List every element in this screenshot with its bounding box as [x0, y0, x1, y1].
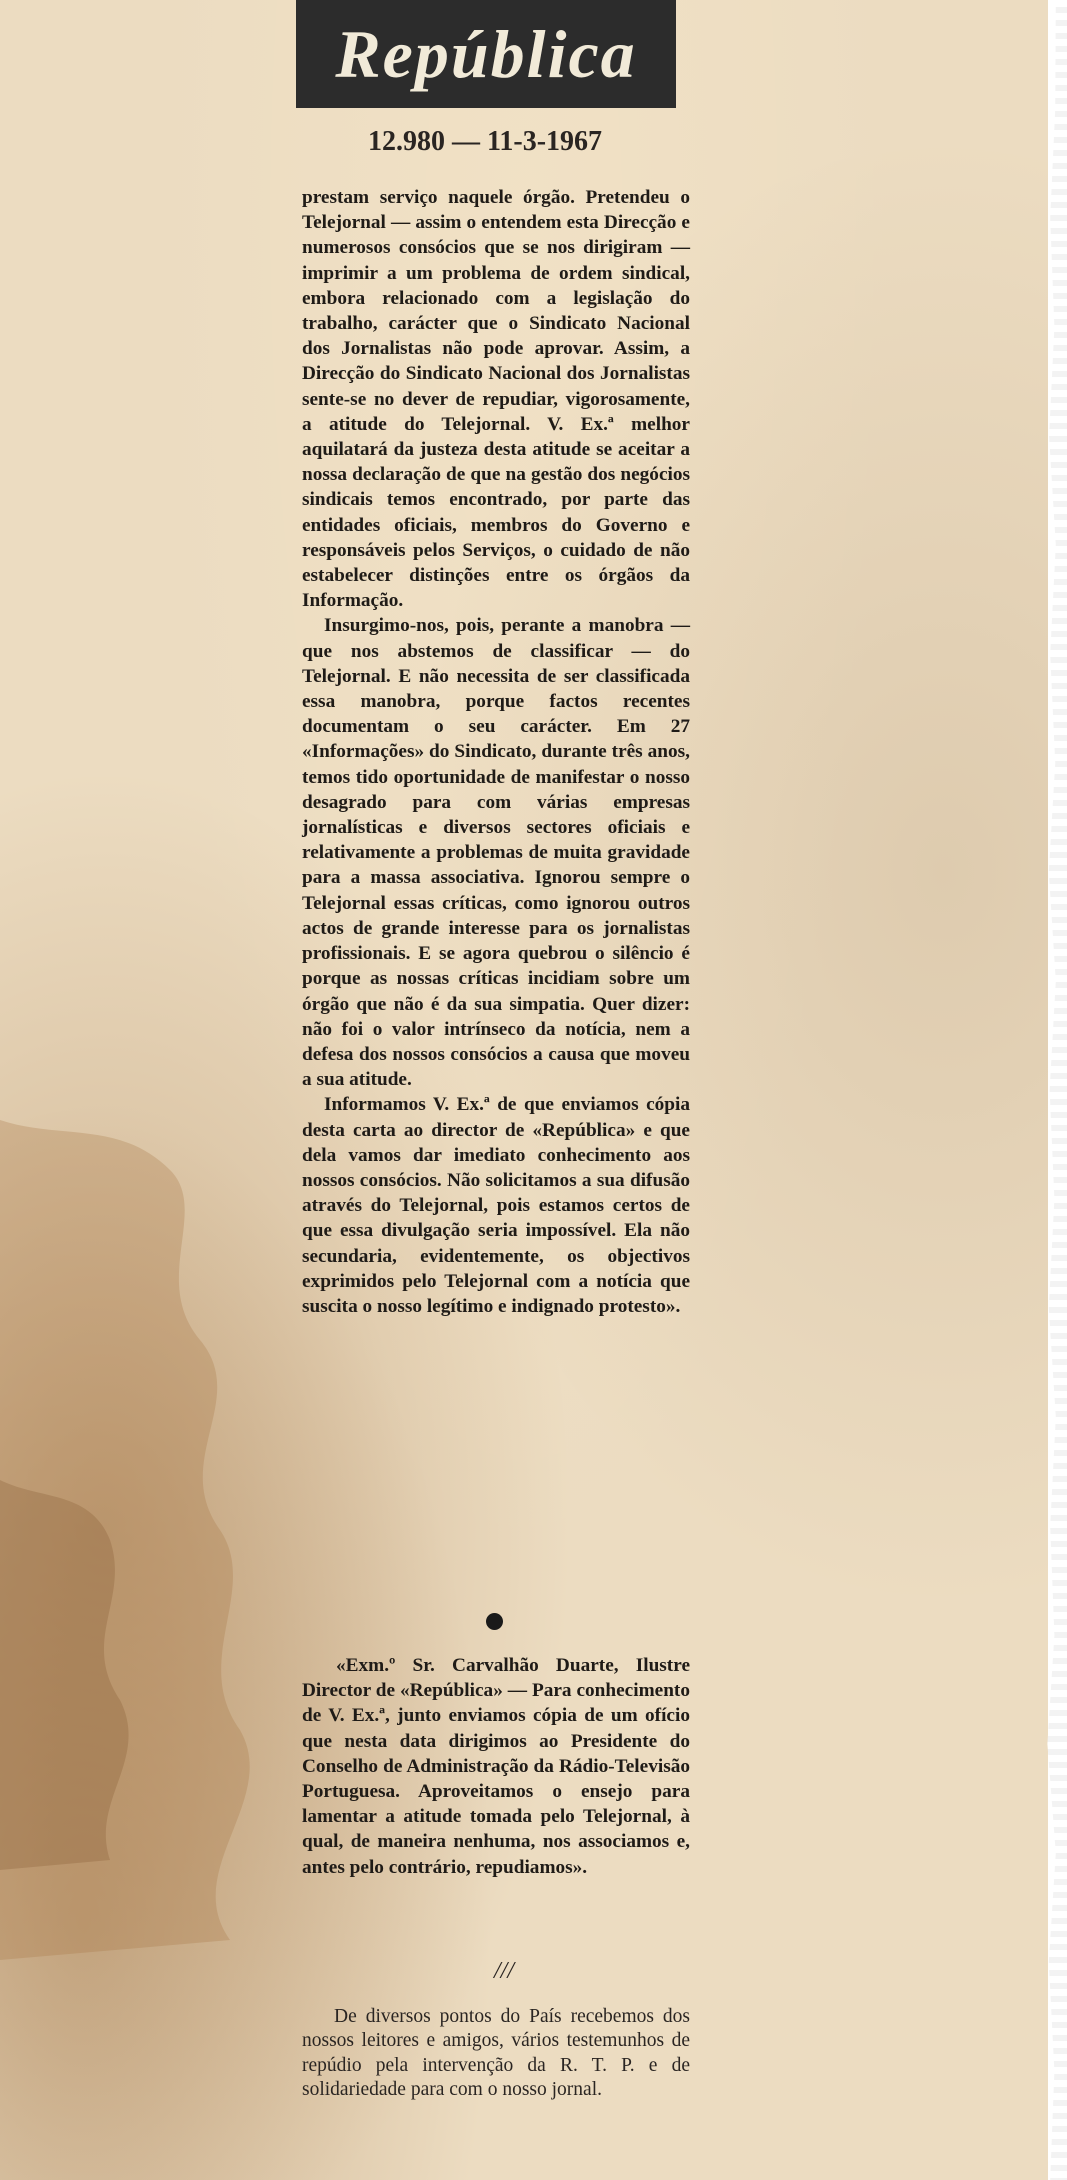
edition-line: 12.980 — 11-3-1967 — [367, 126, 603, 157]
letter-to-director — [302, 1653, 690, 1880]
article-paragraph-2: Insurgimo-nos, pois, perante a manobra — que nos abstemos de classificar — do Telejornal. E não necessita de ser classificada essa manobra, porque factos recentes documentam o seu carácter. Em 27 «Informações» do Sindicato, durante três anos, temos tido oportunidade de manifestar o nosso desagrado para com várias empresas jornalísticas e diversos sectores oficiais e relativamente a problemas de muita gravidade para a massa associativa. Ignorou sempre o Telejornal essas críticas, como ignorou outros actos de grande interesse para os jornalistas profissionais. E se agora quebrou o silêncio é porque as nossas críticas incidiam sobre um órgão que não é da sua simpatia. Quer dizer: não foi o valor intrínseco da notícia, nem a defesa dos nossos consócios a causa que moveu a sua atitude. — [302, 615, 690, 1091]
section-separator: /// — [493, 1958, 514, 1984]
article-paragraph-3: Informamos V. Ex.ª de que enviamos cópia desta carta ao director de «República» e que dela vamos dar imediato conhecimento aos nossos consócios. Não solicitamos a sua difusão através do Telejornal, pois estamos certos de que essa divulgação seria impossível. Ela não secundaria, evidentemente, os objectivos exprimidos pelo Telejornal com a notícia que suscita o nosso legítimo e indignado protesto». — [302, 1094, 690, 1317]
closing-paragraph: De diversos pontos do País recebemos dos nossos leitores e amigos, vários testemunhos de repúdio pela intervenção da R. T. P. e de solidariedade para com o nosso jornal. — [302, 2006, 690, 2100]
article-body — [302, 185, 690, 1319]
letter-paragraph: «Exm.º Sr. Carvalhão Duarte, Ilustre Director de «República» — Para conhecimento de V. Ex.ª, junto enviamos cópia de um ofício que nesta data dirigimos ao Presidente do Conselho de Administração da Rádio-Televisão Portuguesa. Aproveitamos o ensejo para lamentar a atitude tomada pelo Telejornal, à qual, de maneira nenhuma, nos associamos e, antes pelo contrário, repudiamos». — [302, 1655, 690, 1878]
closing-note — [302, 2005, 690, 2102]
article-paragraph-1: prestam serviço naquele órgão. Pretendeu o Telejornal — assim o entendem esta Direcção e numerosos consócios que se nos dirigiram — imprimir a um problema de ordem sindical, embora relacionado com a legislação do trabalho, carácter que o Sindicato Nacional dos Jornalistas não pode aprovar. Assim, a Direcção do Sindicato Nacional dos Jornalistas sente-se no dever de repudiar, vigorosamente, a atitude do Telejornal. V. Ex.ª melhor aquilatará da justeza desta atitude se aceitar a nossa declaração de que na gestão dos negócios sindicais temos encontrado, por parte das entidades oficiais, membros do Governo e responsáveis pelos Serviços, o cuidado de não estabelecer distinções entre os órgãos da Informação. — [302, 187, 690, 612]
masthead-title: República — [335, 15, 637, 92]
masthead — [296, 0, 676, 108]
bullet-separator — [486, 1613, 503, 1630]
